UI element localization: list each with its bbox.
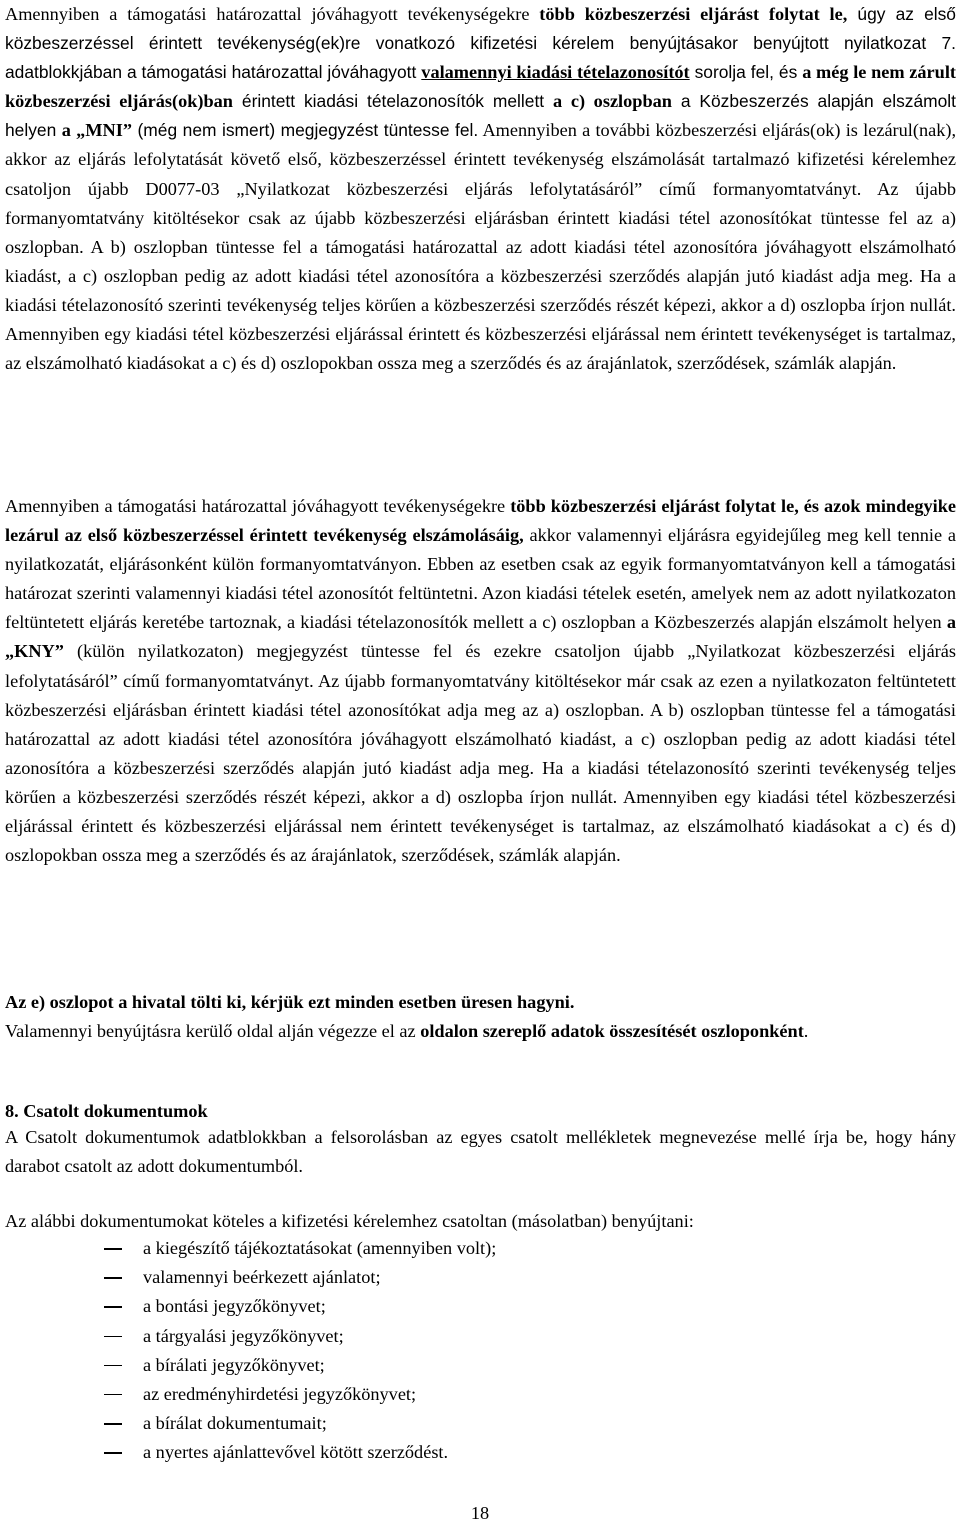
section-8-heading: 8. Csatolt dokumentumok	[5, 1101, 208, 1121]
paragraph-multiple-procurement-ongoing	[5, 0, 956, 378]
list-item-text: a bontási jegyzőkönyvet;	[143, 1296, 326, 1317]
p1-text-7: Amennyiben a további közbeszerzési eljárás(ok) is lezárul(nak), akkor az eljárás lefolytatását követő első, közbeszerzéssel érintett tevékenység elszámolását tartalmazó kifizetési kérelemhez csatoljon újabb D0077-03 „Nyilatkozat közbeszerzési eljárás lefolytatásáról” című formanyomtatványt. Az újabb formanyomtatvány kitöltésekor csak az újabb közbeszerzési eljárásban érintett kiadási tétel azonosítókat tüntesse fel az a) oszlopban. A b) oszlopban tüntesse fel a támogatási határozattal az adott kiadási tétel azonosítóra jóváhagyott elszámolható kiadást, a c) oszlopban pedig az adott kiadási tétel azonosítóra a közbeszerzési szerződés alapján jutó kiadást adja meg. Ha a kiadási tételazonosító szerinti tevékenység teljes körűen a közbeszerzési szerződés részét képezi, akkor a d) oszlopba írjon nullát. Amennyiben egy kiadási tétel közbeszerzési eljárással érintett és közbeszerzési eljárással nem érintett tevékenységet is tartalmaz, az elszámolható kiadásokat a c) és d) oszlopokban ossza meg a szerződés és az árajánlatok, szerződések, számlák alapján.	[5, 120, 957, 374]
dash-bullet-icon	[104, 1306, 122, 1308]
list-item	[0, 1380, 960, 1409]
p1-bold-1: több közbeszerzési eljárást folytat le,	[539, 4, 848, 24]
p1-underlined-bold: valamennyi kiadási tételazonosítót	[421, 62, 690, 83]
dash-bullet-icon	[104, 1277, 122, 1279]
p1-bold-2: a még le nem zárult közbeszerzési eljárás(ok)ban	[5, 62, 956, 112]
p1-text-4: érintett kiadási tételazonosítók mellett	[232, 91, 554, 112]
p1-text-6: (még nem ismert) megjegyzést tüntesse fel.	[132, 120, 479, 141]
p1-text-3: sorolja fel, és	[689, 62, 803, 83]
p2-bold-1: több közbeszerzési eljárást folytat le, és azok mindegyike lezárul az első közbeszerzéssel érintett tevékenység elszámolásáig,	[5, 496, 956, 546]
p2-text-2: akkor valamennyi eljárásra egyidejűleg meg kell tennie a nyilatkozatát, eljárásonként külön formanyomtatványon. Ebben az esetben csak az egyik formanyomtatványon kell a támogatási határozat szerinti valamennyi kiadási tétel azonosítót feltüntetni. Azon kiadási tételek esetén, amelyek nem az adott nyilatkozaton feltüntetett eljárás keretébe tartoznak, a kiadási tételazonosítók mellett a c) oszlopban a Közbeszerzés alapján elszámolt helyen	[5, 525, 956, 633]
dash-bullet-icon	[104, 1365, 122, 1367]
list-item	[0, 1234, 960, 1263]
list-item	[0, 1322, 960, 1351]
p3-text-1: Valamennyi benyújtásra kerülő oldal alján végezze el az	[5, 1021, 421, 1042]
section-8-description: A Csatolt dokumentumok adatblokkban a felsorolásban az egyes csatolt mellékletek megnevezése mellé írja be, hogy hány darabot csatolt az adott dokumentumból.	[5, 1127, 956, 1177]
list-item-text: a tárgyalási jegyzőkönyvet;	[143, 1325, 344, 1346]
attachment-list-intro: Az alábbi dokumentumokat köteles a kifizetési kérelemhez csatoltan (másolatban) benyújtani:	[5, 1211, 694, 1231]
p1-bold-mni: a „MNI”	[61, 120, 133, 141]
list-item	[0, 1409, 960, 1438]
paragraph-multiple-procurement-closed	[5, 492, 956, 870]
list-item	[0, 1438, 960, 1467]
list-item-text: a nyertes ajánlattevővel kötött szerződést.	[143, 1442, 449, 1463]
dash-bullet-icon	[104, 1248, 122, 1250]
p2-text-3: (külön nyilatkozaton) megjegyzést tüntesse fel és ezekre csatoljon újabb „Nyilatkozat közbeszerzési eljárás lefolytatásáról” című formanyomtatványt. Az újabb formanyomtatvány kitöltésekor már csak az ezen a nyilatkozaton feltüntetett közbeszerzési eljárásban érintett kiadási tétel azonosítókat adja meg az a) oszlopban. A b) oszlopban tüntesse fel a támogatási határozattal az adott kiadási tétel azonosítóra jóváhagyott elszámolható kiadást, a c) oszlopban pedig az adott kiadási tétel azonosítóra a közbeszerzési szerződés alapján jutó kiadást adja meg. Ha a kiadási tételazonosító szerinti tevékenység teljes körűen a közbeszerzési szerződés részét képezi, akkor a d) oszlopba írjon nullát. Amennyiben egy kiadási tétel közbeszerzési eljárással érintett és közbeszerzési eljárással nem érintett tevékenységet is tartalmaz, az elszámolható kiadásokat a c) és d) oszlopokban ossza meg a szerződés és az árajánlatok, szerződések, számlák alapján.	[5, 641, 956, 866]
p1-text-5: a Közbeszerzés alapján elszámolt helyen	[5, 91, 956, 141]
list-item-text: az eredményhirdetési jegyzőkönyvet;	[143, 1383, 417, 1404]
p1-text-1: Amennyiben a támogatási határozattal jóváhagyott tevékenységekre	[5, 4, 540, 24]
p1-bold-3: a c) oszlopban	[553, 91, 672, 112]
dash-bullet-icon	[104, 1452, 122, 1454]
page-number: 18	[470, 1503, 490, 1523]
list-item-text: valamennyi beérkezett ajánlatot;	[143, 1267, 381, 1288]
paragraph-column-e-note	[5, 988, 956, 1046]
dash-bullet-icon	[104, 1336, 122, 1338]
list-item	[0, 1263, 960, 1292]
list-item	[0, 1351, 960, 1380]
p3-text-2: .	[803, 1021, 809, 1042]
p3-bold-2: oldalon szereplő adatok összesítését oszloponként	[420, 1021, 804, 1042]
attachment-list	[0, 1234, 960, 1468]
list-item-text: a bírálat dokumentumait;	[143, 1413, 327, 1434]
p2-text-1: Amennyiben a támogatási határozattal jóváhagyott tevékenységekre	[5, 496, 511, 516]
list-item-text: a kiegészítő tájékoztatásokat (amennyiben volt);	[143, 1238, 497, 1258]
dash-bullet-icon	[104, 1394, 122, 1396]
p1-text-2: úgy az első közbeszerzéssel érintett tevékenység(ek)re vonatkozó kifizetési kérelem benyújtásakor benyújtott nyilatkozat 7. adatblokkjában a támogatási határozattal jóváhagyott	[5, 4, 956, 83]
list-item	[0, 1292, 960, 1321]
list-item-text: a bírálati jegyzőkönyvet;	[143, 1354, 325, 1375]
p2-bold-kny: a „KNY”	[5, 612, 956, 662]
dash-bullet-icon	[104, 1423, 122, 1425]
p3-bold-line: Az e) oszlopot a hivatal tölti ki, kérjük ezt minden esetben üresen hagyni.	[5, 992, 575, 1012]
